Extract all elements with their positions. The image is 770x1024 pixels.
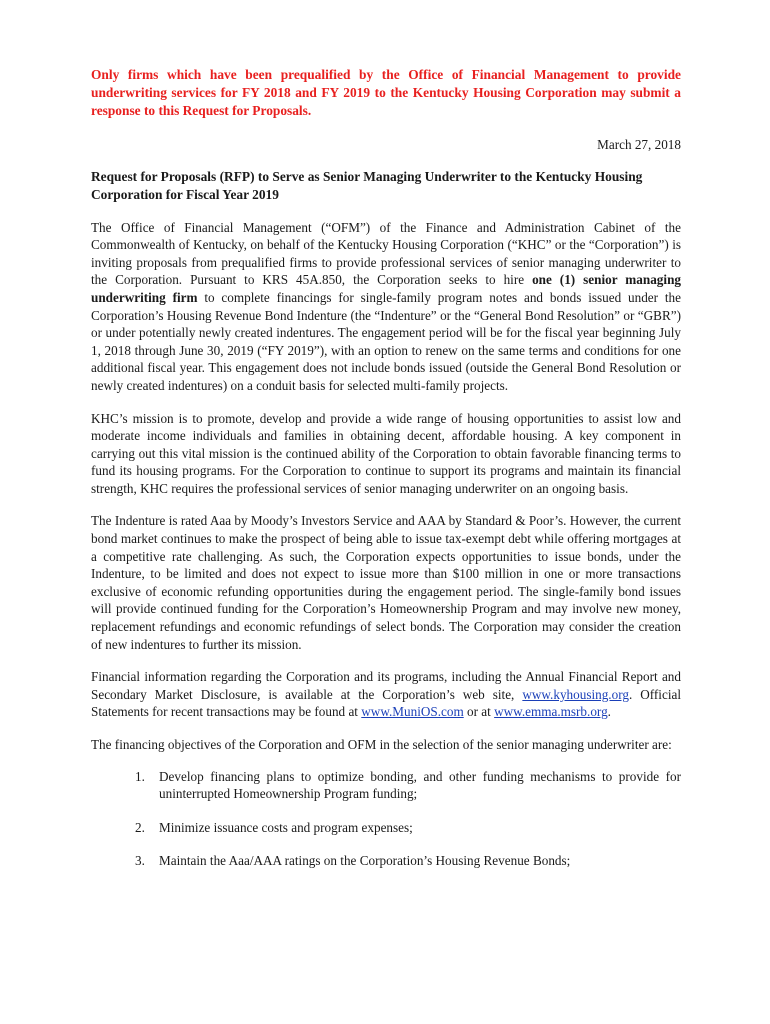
para1-text-b: to complete financings for single-family program notes and bonds issued under the Corporation’s Housing Revenue Bond Indenture (the “Indenture” or the “General Bond Resolution” or “GBR”) or under potentially newly created indentures. The engagement period will be for the fiscal year beginning July 1, 2018 through June 30, 2019 (“FY 2019”), with an option to renew on the same terms and conditions for one additional fiscal year. This engagement does not include bonds issued (outside the General Bond Resolution or newly created indentures) on a conduit basis for selected multi-family projects.	[91, 289, 681, 393]
paragraph-financial-info	[91, 668, 681, 721]
munios-link[interactable]: www.MuniOS.com	[361, 704, 464, 720]
paragraph-ofm-intro	[91, 219, 681, 395]
emma-link[interactable]: www.emma.msrb.org	[494, 704, 608, 720]
para4-text-4: .	[607, 704, 611, 720]
list-item-text: Develop financing plans to optimize bonding, and other funding mechanisms to provide for uninterrupted Homeownership Program funding;	[159, 768, 681, 802]
para4-text-1: Financial information regarding the Corporation and its programs, including the Annual Financial Report and Secondary Market Disclosure, is available at the Corporation’s web site,	[91, 669, 681, 702]
para1-bold-phrase: one (1) senior managing underwriting firm	[91, 272, 681, 305]
prequalification-notice: Only firms which have been prequalified by the Office of Financial Management to provide underwriting services for FY 2018 and FY 2019 to the Kentucky Housing Corporation may submit a response to this Request for Proposals.	[91, 67, 681, 118]
list-item-number: 1.	[135, 768, 145, 784]
paragraph-financing-objectives: The financing objectives of the Corporation and OFM in the selection of the senior managing underwriter are:	[91, 737, 672, 753]
paragraph-khc-mission: KHC’s mission is to promote, develop and provide a wide range of housing opportunities to assist low and moderate income individuals and families in obtaining decent, affordable housing. A key component in carrying out this vital mission is the continued ability of the Corporation to obtain favorable financing terms to fund its housing programs. For the Corporation to continue to support its programs and maintain its financial strength, KHC requires the professional services of senior managing underwriter on an ongoing basis.	[91, 410, 681, 496]
para4-text-3: or at	[463, 704, 495, 720]
list-item	[91, 852, 681, 870]
list-item-number: 2.	[135, 819, 145, 835]
document-date: March 27, 2018	[597, 137, 681, 153]
list-item-text: Maintain the Aaa/AAA ratings on the Corporation’s Housing Revenue Bonds;	[159, 853, 571, 869]
para4-text-2: . Official Statements for recent transactions may be found at	[91, 686, 681, 720]
document-page	[91, 66, 681, 886]
kyhousing-link[interactable]: www.kyhousing.org	[522, 686, 629, 702]
list-item-number: 3.	[135, 853, 145, 869]
list-item	[91, 768, 681, 803]
rfp-title: Request for Proposals (RFP) to Serve as Senior Managing Underwriter to the Kentucky Housing Corporation for Fiscal Year 2019	[91, 168, 643, 202]
para1-text-a: The Office of Financial Management (“OFM”) of the Finance and Administration Cabinet of the Commonwealth of Kentucky, on behalf of the Kentucky Housing Corporation (“KHC” or the “Corporation”) is inviting proposals from prequalified firms to provide professional services of senior managing underwriter to the Corporation. Pursuant to KRS 45A.850, the Corporation seeks to hire	[91, 219, 681, 288]
objectives-list	[91, 768, 681, 870]
list-item-text: Minimize issuance costs and program expenses;	[159, 819, 413, 835]
list-item	[91, 819, 681, 837]
paragraph-indenture-rating: The Indenture is rated Aaa by Moody’s Investors Service and AAA by Standard & Poor’s. However, the current bond market continues to make the prospect of being able to issue tax-exempt debt while offering mortgages at a competitive rate challenging. As such, the Corporation expects opportunities to issue bonds, under the Indenture, to be limited and does not expect to issue more than $100 million in one or more transactions exclusive of economic refunding opportunities during the engagement period. The single-family bond issues will provide continued funding for the Corporation’s Homeownership Program and may involve new money, replacement refundings and economic refundings of select bonds. The Corporation may consider the creation of new indentures to further its mission.	[91, 513, 681, 652]
